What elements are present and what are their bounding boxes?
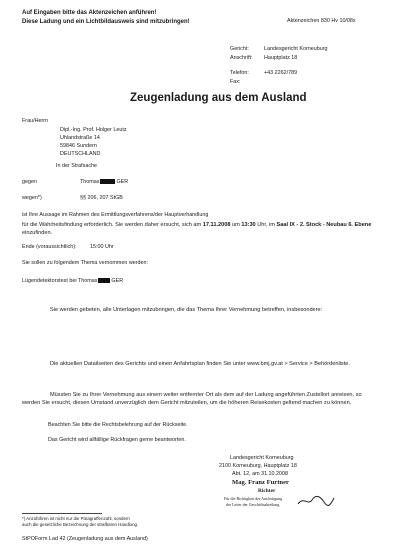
recipient-country: DEUTSCHLAND (60, 151, 101, 157)
court-label: Gericht: (230, 46, 249, 52)
appointment-paragraph (22, 221, 378, 237)
phone-value: +43 2262/789 (264, 70, 298, 76)
footnote-line-1: *) Anzuführen ist nicht nur die Paragraffenzahl, sondern (22, 516, 130, 521)
topic-name-suffix: GER (111, 278, 124, 284)
notice-line-2: Diese Ladung und ein Lichtbildausweis sind mitzubringen! (22, 19, 190, 25)
fax-label: Fax: (230, 79, 241, 85)
appointment-text-b: um (232, 222, 240, 228)
appointment-room: Saal IX - 2. Stock - Neubau 6. Ebene (276, 222, 372, 228)
footnote-line-2: auch die gesetzliche Bezeichnung der strafbaren Handlung. (22, 522, 139, 527)
appointment-date: 17.11.2008 (202, 222, 231, 228)
website-paragraph: Die aktuellen Datailseiten des Gerichts und einen Anfahrtsplan finden Sie unter www.bmj.gv.at > Service > Behördenliste. (50, 361, 350, 367)
signature-address: 2100 Korneuburg, Hauptplatz 18 (219, 463, 297, 469)
against-name-suffix: GER (116, 179, 129, 185)
footnote-divider (22, 513, 102, 514)
file-reference: Aktenzeichen 830 Hv 10/08x (287, 18, 356, 24)
against-label: gegen (22, 179, 37, 185)
form-identifier: StPOForm Lad 42 (Zeugenladung aus dem Ausland) (22, 536, 148, 542)
case-intro: In der Strafsache (56, 163, 98, 169)
recipient-street: Uhlandstraße 14 (60, 135, 100, 141)
address-value: Hauptplatz 18 (264, 55, 298, 61)
documents-paragraph: Sie werden gebeten, alle Unterlagen mitzubringen, die das Thema Ihrer Vernehmung betreffen, insbesondere: (50, 307, 323, 313)
end-label: Ende (voraussichtlich): (22, 244, 77, 250)
charge-value: §§ 206, 207 StGB (80, 195, 123, 201)
appointment-text-c: Uhr, im (257, 222, 275, 228)
judge-name: Mag. Franz Furtner (232, 479, 289, 486)
signature-date: Abt. 12, am 31.10.2008 (232, 471, 289, 477)
against-first-name: Thomas (80, 179, 100, 185)
topic-text: Lügendetektorstest bei Thomas (22, 278, 98, 284)
phone-label: Telefon: (230, 70, 249, 76)
redaction-mark (98, 278, 110, 283)
topic-value (22, 278, 123, 284)
court-value: Landesgericht Korneuburg (264, 46, 328, 52)
page-title: Zeugenladung aus dem Ausland (130, 92, 307, 104)
notice-line-1: Auf Eingaben bitte das Aktenzeichen anführen! (22, 10, 157, 16)
charge-label: wegen*) (22, 195, 42, 201)
topic-intro: Sie sollen zu folgendem Thema vernommen werden: (22, 260, 149, 266)
purpose-paragraph: ist Ihre Aussage im Rahmen des Ermittlungsverfahrens/der Hauptverhandlung (22, 212, 209, 218)
recipient-name: Dipl.-Ing. Prof. Holger Leutz (60, 127, 127, 133)
legal-notice: Beachten Sie bitte die Rechtsbelehrung auf der Rückseite. (48, 422, 188, 428)
judge-role: Richter (258, 488, 276, 494)
against-value (80, 179, 128, 185)
certification-note-1: Für die Richtigkeit der Ausfertigung (224, 496, 283, 501)
recipient-salutation: Frau/Herrn (22, 118, 49, 124)
travel-paragraph: Müssten Sie zu Ihrer Vernehmung aus einem weiter entfernter Ort als dem auf der Ladung angeführten Zustellort anreisen, so werden Sie ersucht, diesen Umstand unverzüglich dem Gericht mitzuteilen, um die höheren Reisekosten geltend machen zu können. (22, 392, 362, 406)
signature-court: Landesgericht Korneuburg (230, 455, 294, 461)
redaction-mark (100, 179, 115, 184)
questions-note: Das Gericht wird allfällige Rückfragen gerne beantworten. (48, 437, 186, 443)
address-label: Anschrift: (230, 55, 253, 61)
handwritten-signature (296, 494, 336, 508)
appointment-time: 13:30 (241, 222, 256, 228)
appointment-text-a: für die Wahrheitsfindung erforderlich. Sie werden daher ersucht, sich am (22, 222, 202, 228)
appointment-text-d: einzufinden. (22, 230, 53, 236)
end-value: 15:00 Uhr (90, 244, 114, 250)
recipient-city: 59846 Sundern (60, 143, 97, 149)
certification-note-2: der Leiter der Geschäftsabteilung (226, 502, 280, 507)
